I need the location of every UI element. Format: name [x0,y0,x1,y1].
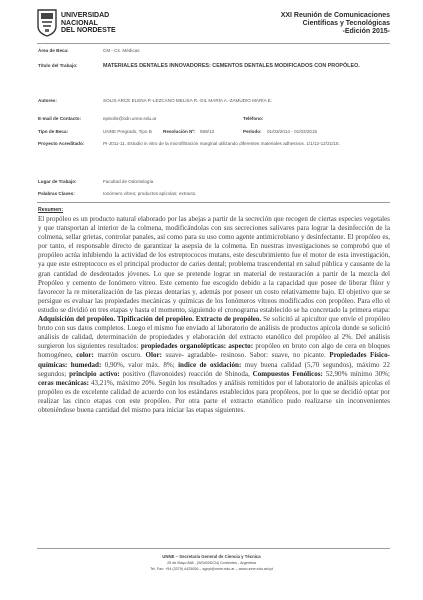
resumen-text: El propóleo es un producto natural elaborado por las abejas a partir de la secreción que recogen de ciertas especies vegetales y que transportan al interior de la colmena, modificándolas con sus secreciones salivares para lograr la desinfección de la colmena, sellar grietas, controlar panales, así como para su uso como agente antimicrobiano y desinfectante. El propóleo es, por tanto, el responsable directo de garantizar la asepsia de la colmena. En nuestras investigaciones se comprobó que el propóleo actúa inhibiendo la actividad de los estreptococos mutans, este descubrimiento fue el motor de esta investigación, ya que este estreptococo es el principal productor de caries dental; problema trascendental en salud pública y causante de la gran cantidad de desdentados jóvenes. Lo que se pretende lograr un material de restauración a partir de la mezcla del Propóleo y cemento de Ionómero vítreo. Este cemento fue escogido debido a la capacidad que posee de liberar flúor y favorecer la re mineralización de las piezas dentarias y, además por poseer un costo relativamente bajo. El objetivo que se persigue es evaluar las propiedades mecánicas y químicas de los Ionómeros vítreos modificados con propóleo. Para ello el estudio se dividió en tres etapas y hasta el momento, siguiendo el cronograma establecido se ha concretado la primera etapa: [38,215,390,314]
footer-contact: Tel. Fax: +54 (3379) 4425006 – sgcyt@unne.edu.ar – www.unne.edu.ar/cyt [150,567,273,571]
meta-divider [37,202,390,203]
resumen-bold: Olor: [145,351,162,360]
proyecto-value: PI-J011-11. Estudio in vitro de la microfiltración marginal utilizando diferentes materiales adhesivos. 1/1/12-12/31/15. [103,141,340,146]
lugar-label: Lugar de Trabajo: [38,179,77,184]
resumen-bold: Compuestos Fenólicos: [252,369,323,378]
resumen-bold: propiedades organolépticas: aspecto: [140,342,254,351]
telefono-label: Teléfono: [243,116,264,121]
tipo-beca-value: UNNE Pregrado, Tipo B [103,129,152,134]
email-value: episolis@odn.unne.edu.ar [103,116,157,121]
unne-shield-logo-icon [37,9,57,37]
palabras-value: Ionómero vítreo; productos apícolas; extracto. [103,191,197,196]
footer-address: 25 de Mayo 868 - (W3400DCN) Corrientes - Argentina [167,561,256,565]
resolucion-value: 589/13 [200,129,215,134]
autores-label: Autores: [38,98,57,103]
resumen-bold: Adquisición del propóleo. Tipificación del propóleo. Extracto de propóleo. [38,315,262,324]
area-label: Área de Beca: [38,48,69,53]
footer-title: UNNE – Secretaría General de Ciencia y Técnica [162,554,261,559]
resolucion-label: Resolución Nº: [163,129,196,134]
titulo-value: MATERIALES DENTALES INNOVADORES: CEMENTOS DENTALES MODIFICADOS CON PROPÓLEO. [103,63,360,69]
resumen-text: 43,21%, máximo 20%. Según los resultados y análisis remitidos por el laboratorio de análisis apícolas el propóleo es de excelente calidad de acuerdo con los estándares establecidos para propóleos, por lo que se decidió optar por realizar las cinco etapas con este propóleo. Por otra parte el extracto etanólico pudo realizarse sin inconvenientes obteniéndose buena cantidad del mismo para iniciar las etapas siguientes. [38,378,390,414]
resumen-bold: color: [76,351,94,360]
university-line-3: DEL NORDESTE [61,27,116,35]
periodo-label: Período: [243,129,262,134]
university-line-2: NACIONAL [61,19,98,27]
reunion-line-2: Científicas y Tecnológicas [302,19,390,27]
reunion-line-1: XXI Reunión de Comunicaciones [280,12,390,19]
titulo-label: Título del Trabajo: [38,63,78,68]
resumen-body [38,215,390,415]
lugar-value: Facultad de Odontología [103,179,154,184]
resumen-text: 0,90%, valor máx. 8%; [104,360,175,369]
resumen-text: propóleo en bruto con algo de cera en bloques homogéneo, [38,342,391,360]
palabras-label: Palabras Claves: [38,191,75,196]
resumen-bold: principio activo: [69,369,120,378]
resumen-text: positivo (flavonoides) reacción de Shinoda, [122,369,250,378]
resumen-label: Resumen: [38,207,64,213]
resumen-text: suave- agradable- resinoso. Sabor: suave, no picante. [165,351,326,360]
autores-value: SOLIS ARCE ELENA P.-LEZCANO MELISA R.-GIL MARÍA A.-ZAMUDIO MARÍA E. [103,98,272,103]
periodo-value: 01/03/2014 - 01/03/2015 [267,129,318,134]
resumen-bold: Propiedades Físico- químicas: humedad: [38,351,391,369]
footer-divider [37,548,390,549]
resumen-text: marrón oscuro. [97,351,142,360]
university-line-1: UNIVERSIDAD [61,12,110,19]
header-divider [37,43,390,44]
reunion-line-3: -Edición 2015- [342,27,390,35]
university-name [61,12,116,35]
tipo-beca-label: Tipo de Beca: [38,129,69,134]
resumen-text: muy buena calidad (5,70 segundos), máximo 22 segundos; [38,360,391,378]
resumen-text: Se solicitó al apicultor que envíe el propóleo bruto con sus datos completos. Luego el mismo fue enviado al laboratorio de análisis de productos apícola donde se solicitó análisis de calidad, determinación de propiedades y elaboración del extracto etanólico del propóleo al 2%. Del análisis surgieron los siguientes resultados: [38,315,390,351]
resumen-bold: ceras mecánicas: [38,378,89,387]
area-value: CM - Cs. Médicas [103,48,140,53]
resumen-bold: índice de oxidación: [178,360,242,369]
reunion-title [220,12,390,35]
email-label: E-mail de Contacto: [38,116,82,121]
resumen-text: 52,90% mínimo 30%; [325,369,390,378]
proyecto-label: Proyecto Acreditado: [38,141,85,146]
